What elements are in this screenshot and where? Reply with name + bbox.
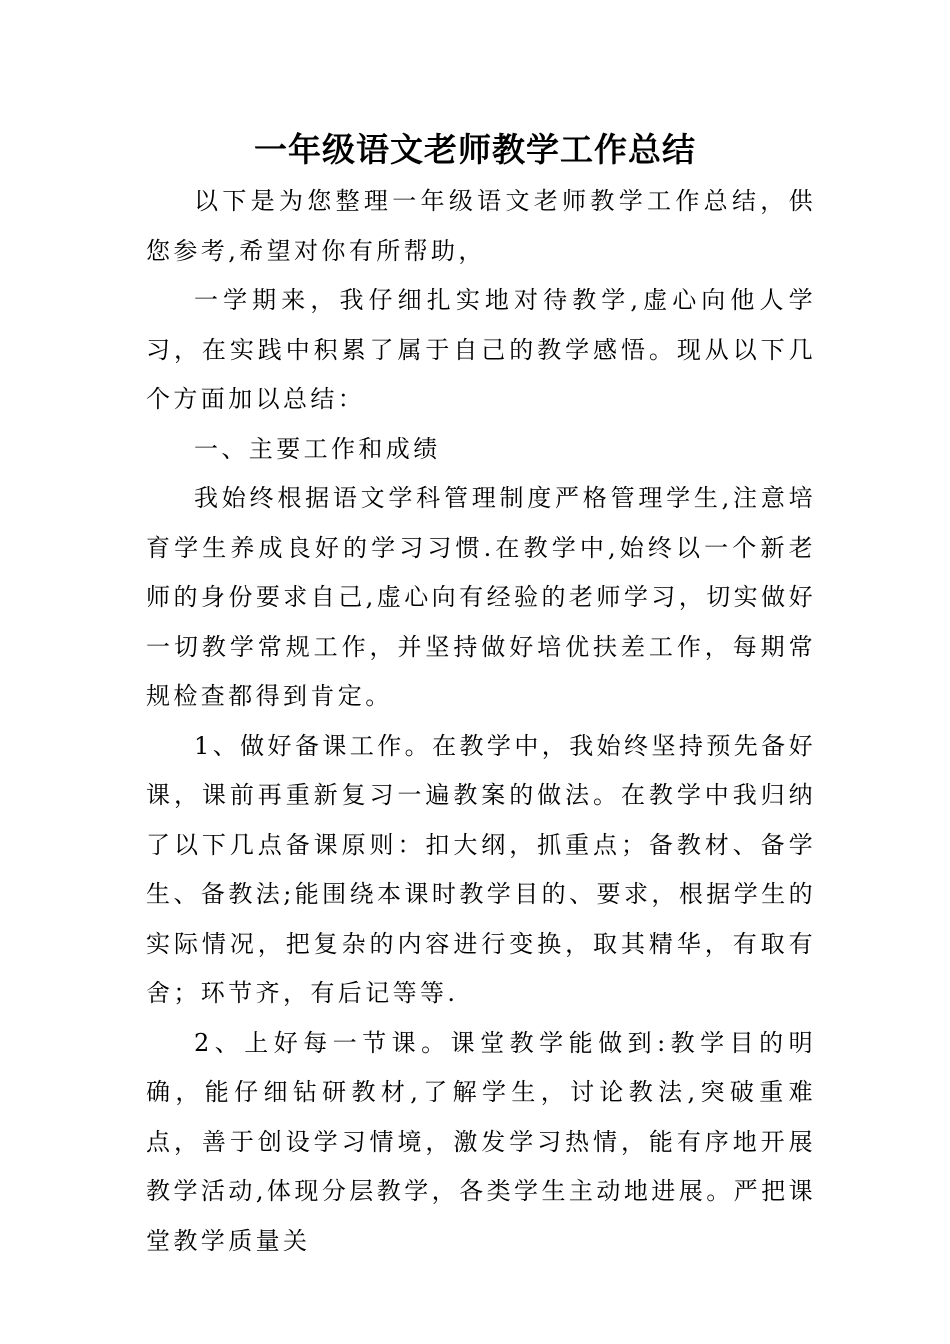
paragraph-intro: 以下是为您整理一年级语文老师教学工作总结，供您参考,希望对你有所帮助，: [146, 187, 816, 265]
paragraph-management: 我始终根据语文学科管理制度严格管理学生,注意培育学生养成良好的学习习惯.在教学中,始终以一个新老师的身份要求自己,虚心向有经验的老师学习，切实做好一切教学常规工作，并坚持做好培优扶差工作，每期常规检查都得到肯定。: [146, 484, 816, 710]
document-title: 一年级语文老师教学工作总结: [254, 130, 696, 169]
document-body: [146, 177, 816, 1266]
paragraph-classroom: 2、上好每一节课。课堂教学能做到:教学目的明确，能仔细钻研教材,了解学生，讨论教法,突破重难点，善于创设学习情境，激发学习热情，能有序地开展教学活动,体现分层教学，各类学生主动地进展。严把课堂教学质量关: [146, 1028, 816, 1255]
paragraph-overview: 一学期来，我仔细扎实地对待教学,虚心向他人学习，在实践中积累了属于自己的教学感悟。现从以下几个方面加以总结：: [146, 286, 816, 413]
section-heading: 一、主要工作和成绩: [194, 434, 441, 463]
paragraph-lesson-prep: 1、做好备课工作。在教学中，我始终坚持预先备好课，课前再重新复习一遍教案的做法。在教学中我归纳了以下几点备课原则：扣大纲，抓重点；备教材、备学生、备教法;能围绕本课时教学目的、要求，根据学生的实际情况，把复杂的内容进行变换，取其精华，有取有舍；环节齐，有后记等等.: [146, 731, 816, 1007]
